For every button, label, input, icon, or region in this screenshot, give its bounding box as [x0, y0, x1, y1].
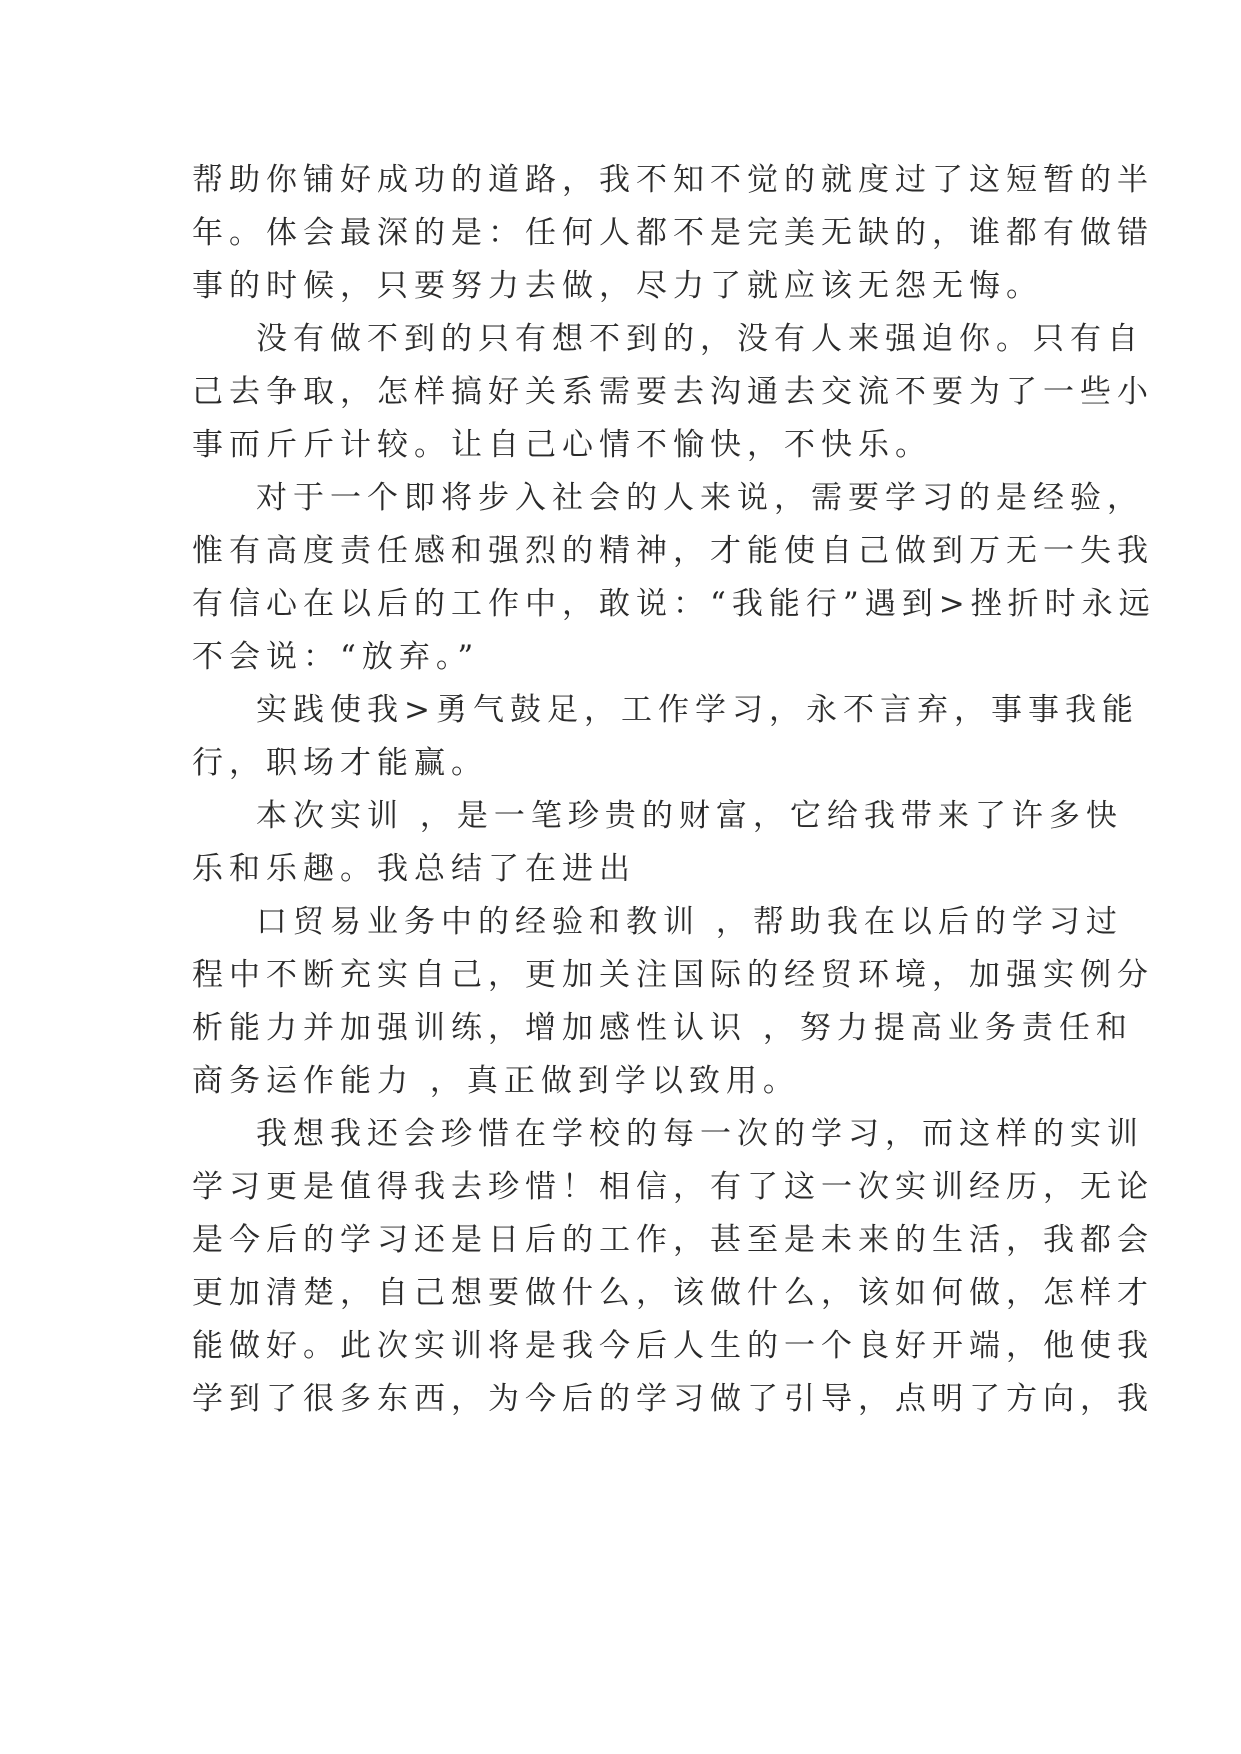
text-line: 程中不断充实自己，更加关注国际的经贸环境，加强实例分: [192, 957, 1154, 993]
text-line: 乐和乐趣。我总结了在进出: [192, 851, 636, 887]
text-line: 本次实训 ，是一笔珍贵的财富，它给我带来了许多快: [256, 798, 1123, 834]
text-line: 事而斤斤计较。让自己心情不愉快，不快乐。: [192, 427, 932, 463]
text-line: 事的时候，只要努力去做，尽力了就应该无怨无悔。: [192, 268, 1043, 304]
text-line: 口贸易业务中的经验和教训 ，帮助我在以后的学习过: [256, 904, 1123, 940]
text-line: 有信心在以后的工作中，敢说：“我能行”遇到>挫折时永远: [192, 586, 1156, 622]
text-line: 是今后的学习还是日后的工作，甚至是未来的生活，我都会: [192, 1222, 1154, 1258]
text-line: 没有做不到的只有想不到的，没有人来强迫你。只有自: [256, 321, 1144, 357]
text-line: 己去争取，怎样搞好关系需要去沟通去交流不要为了一些小: [192, 374, 1154, 410]
text-line: 学到了很多东西，为今后的学习做了引导，点明了方向，我: [192, 1381, 1154, 1417]
text-line: 行，职场才能赢。: [192, 745, 488, 781]
text-line: 惟有高度责任感和强烈的精神，才能使自己做到万无一失我: [192, 533, 1154, 569]
text-line: 帮助你铺好成功的道路，我不知不觉的就度过了这短暂的半: [192, 162, 1154, 198]
text-line: 更加清楚，自己想要做什么，该做什么，该如何做，怎样才: [192, 1275, 1154, 1311]
text-line: 年。体会最深的是：任何人都不是完美无缺的，谁都有做错: [192, 215, 1154, 251]
text-line: 我想我还会珍惜在学校的每一次的学习，而这样的实训: [256, 1116, 1144, 1152]
text-line: 商务运作能力 ，真正做到学以致用。: [192, 1063, 800, 1099]
text-line: 对于一个即将步入社会的人来说，需要学习的是经验，: [256, 480, 1144, 516]
text-line: 不会说：“放弃。”: [192, 639, 480, 675]
text-line: 实践使我>勇气鼓足，工作学习，永不言弃，事事我能: [256, 692, 1139, 728]
text-line: 析能力并加强训练，增加感性认识 ，努力提高业务责任和: [192, 1010, 1133, 1046]
text-line: 能做好。此次实训将是我今后人生的一个良好开端，他使我: [192, 1328, 1154, 1364]
text-line: 学习更是值得我去珍惜！相信，有了这一次实训经历，无论: [192, 1169, 1154, 1205]
